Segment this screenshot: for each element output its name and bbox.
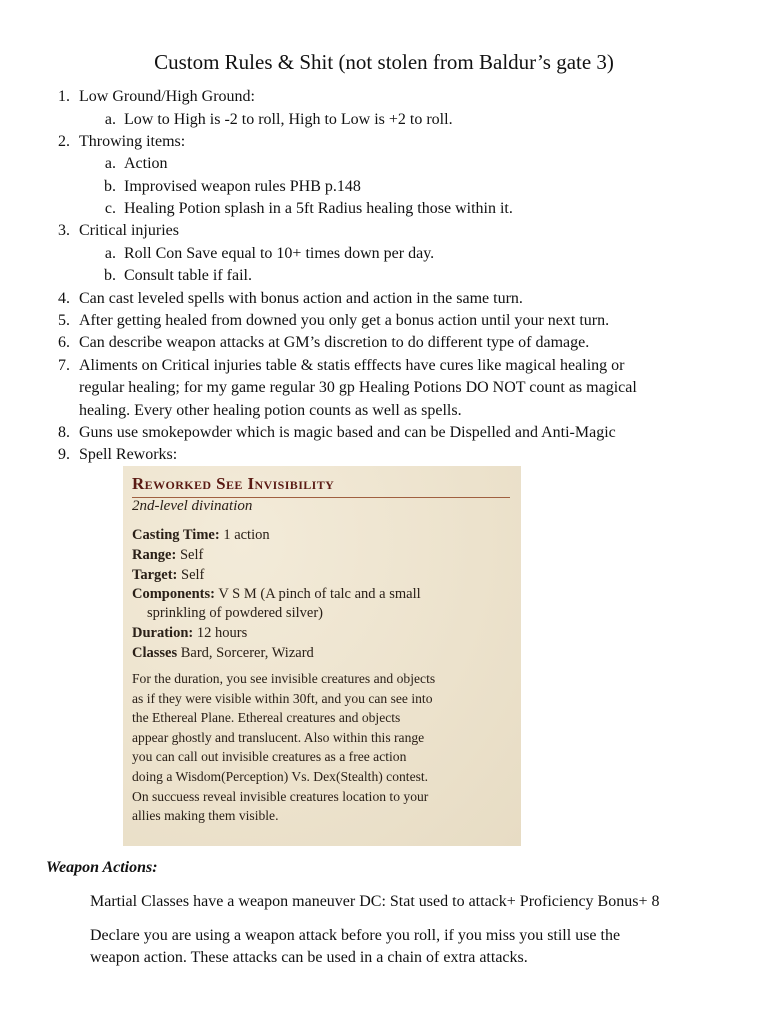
spell-range: Range: Self [132, 547, 204, 563]
list-text: After getting healed from downed you only get a bonus action until your next turn. [79, 312, 610, 329]
list-text: Roll Con Save equal to 10+ times down per day. [124, 245, 435, 262]
spell-name: Reworked See Invisibility [132, 474, 335, 493]
list-number: 6. [58, 334, 70, 351]
list-text: Action [124, 155, 168, 172]
spell-description: For the duration, you see invisible creatures and objects as if they were visible within 30ft, and you can see into the Ethereal Plane. Ethereal creatures and objects appear ghostly and translucent. Also within this range you can call out invisible creatures as a free action doing a Wisdom(Perception) Vs. Dex(Stealth) contest. On succuess reveal invisible creatures location to your allies making them visible. [132, 671, 436, 824]
list-item-continuation [79, 400, 462, 422]
list-text: Spell Reworks: [79, 446, 178, 463]
weapon-actions-paragraph: Declare you are using a weapon attack before you roll, if you miss you still use the weapon action. These attacks can be used in a chain of extra attacks. [90, 927, 621, 966]
list-text: regular healing; for my game regular 30 gp Healing Potions DO NOT count as magical [79, 379, 637, 396]
list-number: a. [104, 111, 116, 128]
spell-classes: Classes Bard, Sorcerer, Wizard [132, 645, 314, 661]
spell-card-image [123, 466, 521, 846]
list-text: healing. Every other healing potion counts as well as spells. [79, 402, 462, 419]
list-number: a. [104, 245, 116, 262]
list-text: Guns use smokepowder which is magic based and can be Dispelled and Anti-Magic [79, 424, 616, 441]
list-number: 8. [58, 424, 70, 441]
list-text: Consult table if fail. [124, 267, 252, 284]
list-text: Can cast leveled spells with bonus action and action in the same turn. [79, 290, 523, 307]
list-text: Low to High is -2 to roll, High to Low is +2 to roll. [124, 111, 453, 128]
list-number: 4. [58, 290, 70, 307]
weapon-actions-heading: Weapon Actions: [46, 859, 158, 876]
spell-school: 2nd-level divination [132, 498, 253, 514]
list-number: c. [104, 200, 116, 217]
spell-components-continued: sprinkling of powdered silver) [147, 605, 323, 621]
spell-components: Components: V S M (A pinch of talc and a small [132, 586, 421, 602]
list-text: Aliments on Critical injuries table & statis efffects have cures like magical healing or [79, 357, 625, 374]
spell-duration: Duration: 12 hours [132, 625, 248, 641]
spell-target: Target: Self [132, 567, 205, 583]
page-title: Custom Rules & Shit (not stolen from Baldur’s gate 3) [154, 50, 614, 74]
list-text: Low Ground/High Ground: [79, 88, 255, 105]
spell-casting-time: Casting Time: 1 action [132, 527, 270, 543]
list-number: b. [104, 178, 116, 195]
list-text: Improvised weapon rules PHB p.148 [124, 178, 361, 195]
list-number: a. [104, 155, 116, 172]
list-number: b. [104, 267, 116, 284]
list-text: Throwing items: [79, 133, 186, 150]
list-number: 1. [58, 88, 70, 105]
list-number: 5. [58, 312, 70, 329]
list-text: Critical injuries [79, 222, 179, 239]
list-item-continuation [79, 377, 637, 399]
weapon-actions-paragraph: Martial Classes have a weapon maneuver DC: Stat used to attack+ Proficiency Bonus+ 8 [90, 893, 660, 910]
list-number: 7. [58, 357, 70, 374]
list-text: Healing Potion splash in a 5ft Radius healing those within it. [124, 200, 513, 217]
list-number: 2. [58, 133, 70, 150]
list-number: 3. [58, 222, 70, 239]
list-text: Can describe weapon attacks at GM’s discretion to do different type of damage. [79, 334, 590, 351]
list-number: 9. [58, 446, 70, 463]
